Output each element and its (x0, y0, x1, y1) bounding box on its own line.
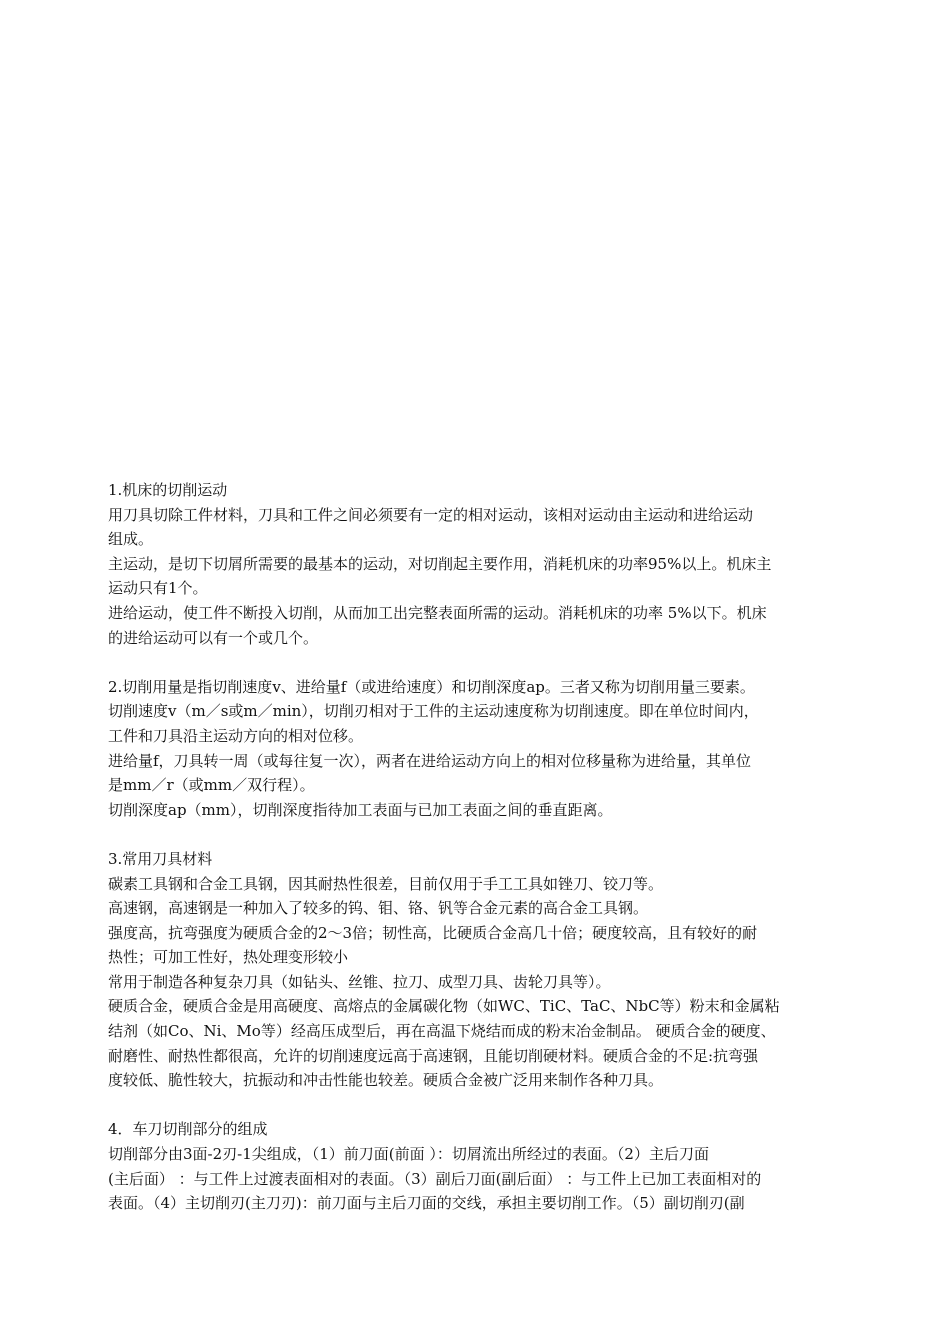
paragraph-line: 碳素工具钢和合金工具钢，因其耐热性很差，目前仅用于手工工具如锉刀、铰刀等。 (108, 874, 664, 893)
paragraph-line: 的进给运动可以有一个或几个。 (108, 628, 319, 647)
section-cutting-parameters (108, 675, 860, 823)
paragraph-line: 表面。（4）主切削刃(主刀刃)：前刀面与主后刀面的交线，承担主要切削工作。（5）副切削刃(副 (108, 1194, 745, 1213)
paragraph-line: 运动只有1个。 (108, 579, 208, 598)
paragraph-line: 强度高，抗弯强度为硬质合金的2～3倍；韧性高，比硬质合金高几十倍；硬度较高，且有较好的耐 (108, 923, 758, 942)
paragraph-line: 是mm／r（或mm／双行程）。 (108, 776, 315, 795)
paragraph-line: 用刀具切除工件材料，刀具和工件之间必须要有一定的相对运动，该相对运动由主运动和进给运动 (108, 505, 754, 524)
document-body (108, 478, 860, 1216)
paragraph-line: 硬质合金，硬质合金是用高硬度、高熔点的金属碳化物（如WC、TiC、TaC、NbC等）粉末和金属粘 (108, 997, 780, 1016)
section-heading: 4．车刀切削部分的组成 (108, 1120, 268, 1139)
paragraph-line: 切削速度v（m／s或m／min），切削刃相对于工件的主运动速度称为切削速度。即在单位时间内， (108, 702, 759, 721)
section-heading: 3.常用刀具材料 (108, 849, 213, 868)
section-tool-materials (108, 847, 860, 1093)
paragraph-line: 主运动，是切下切屑所需要的最基本的运动，对切削起主要作用，消耗机床的功率95%以上。机床主 (108, 554, 772, 573)
paragraph-line: 热性；可加工性好，热处理变形较小 (108, 948, 349, 967)
paragraph-line: 组成。 (108, 530, 154, 549)
paragraph-line: 度较低、脆性较大，抗振动和冲击性能也较差。硬质合金被广泛用来制作各种刀具。 (108, 1071, 664, 1090)
paragraph-line: 切削部分由3面-2刃-1尖组成，（1）前刀面(前面 ）：切屑流出所经过的表面。（2）主后刀面 (108, 1145, 709, 1164)
paragraph-line: 切削深度ap（mm），切削深度指待加工表面与已加工表面之间的垂直距离。 (108, 800, 613, 819)
section-heading: 1.机床的切削运动 (108, 481, 228, 499)
paragraph-line: 常用于制造各种复杂刀具（如钻头、丝锥、拉刀、成型刀具、齿轮刀具等）。 (108, 972, 611, 991)
paragraph-line: 工件和刀具沿主运动方向的相对位移。 (108, 726, 364, 745)
section-heading: 2.切削用量是指切削速度v、进给量f（或进给速度）和切削深度ap。三者又称为切削用量三要素。 (108, 677, 755, 696)
paragraph-line: 高速钢，高速钢是一种加入了较多的钨、钼、铬、钒等合金元素的高合金工具钢。 (108, 899, 649, 918)
section-cutting-motion (108, 478, 860, 650)
paragraph-line: 结剂（如Co、Ni、Mo等）经高压成型后，再在高温下烧结而成的粉末冶金制品。 硬质合金的硬度、 (108, 1022, 776, 1041)
paragraph-line: 进给量f，刀具转一周（或每往复一次），两者在进给运动方向上的相对位移量称为进给量，其单位 (108, 751, 752, 770)
paragraph-line: 耐磨性、耐热性都很高，允许的切削速度远高于高速钢，且能切削硬材料。硬质合金的不足:抗弯强 (108, 1046, 759, 1065)
paragraph-line: (主后面） ：与工件上过渡表面相对的表面。（3）副后刀面(副后面） ：与工件上已加工表面相对的 (108, 1169, 762, 1188)
paragraph-line: 进给运动，使工件不断投入切削，从而加工出完整表面所需的运动。消耗机床的功率 5%以下。机床 (108, 603, 767, 622)
section-turning-tool-parts (108, 1117, 860, 1215)
